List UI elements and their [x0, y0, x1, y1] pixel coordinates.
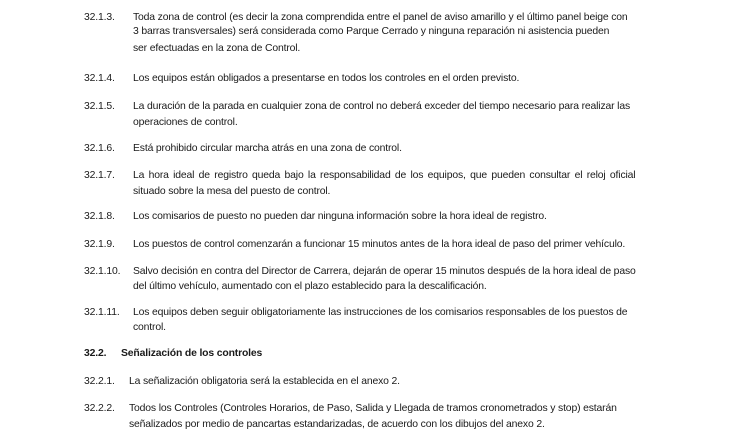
- article-number: 32.1.4.: [84, 73, 115, 84]
- article-text-line: Toda zona de control (es decir la zona comprendida entre el panel de aviso amarillo y el último panel beige con: [133, 12, 628, 23]
- article-text-line: Salvo decisión en contra del Director de Carrera, dejarán de operar 15 minutos después de la hora ideal de paso: [133, 266, 636, 277]
- section-title: Señalización de los controles: [121, 348, 263, 359]
- article-text-line: Los puestos de control comenzarán a funcionar 15 minutos antes de la hora ideal de paso del primer vehículo.: [133, 239, 626, 250]
- article-text-line: situado sobre la mesa del puesto de control.: [133, 186, 331, 197]
- article-number: 32.1.5.: [84, 101, 115, 112]
- article-number: 32.1.9.: [84, 239, 115, 250]
- article-number: 32.1.3.: [84, 12, 115, 23]
- article-text-line: Los comisarios de puesto no pueden dar ninguna información sobre la hora ideal de registro.: [133, 211, 547, 222]
- article-text-line: La duración de la parada en cualquier zona de control no deberá exceder del tiempo necesario para realizar las: [133, 101, 631, 112]
- article-number: 32.2.2.: [84, 403, 115, 414]
- article-number: 32.1.10.: [84, 266, 121, 277]
- article-text-line: señalizados por medio de pancartas estandarizadas, de acuerdo con los dibujos del anexo 2.: [129, 419, 545, 430]
- article-text-line: La señalización obligatoria será la establecida en el anexo 2.: [129, 376, 400, 387]
- article-number: 32.2.1.: [84, 376, 115, 387]
- article-text-line: operaciones de control.: [133, 117, 238, 128]
- article-text-line: La hora ideal de registro queda bajo la responsabilidad de los equipos, que pueden consultar el reloj oficial: [133, 170, 636, 181]
- article-text-line: Los equipos están obligados a presentarse en todos los controles en el orden previsto.: [133, 73, 520, 84]
- article-text-line: Todos los Controles (Controles Horarios, de Paso, Salida y Llegada de tramos cronometrados y stop) estarán: [129, 403, 617, 414]
- article-number: 32.1.8.: [84, 211, 115, 222]
- article-number: 32.1.7.: [84, 170, 115, 181]
- article-text-line: control.: [133, 322, 166, 333]
- article-text-line: Los equipos deben seguir obligatoriamente las instrucciones de los comisarios responsables de los puestos de: [133, 307, 628, 318]
- article-text-line: 3 barras transversales) será considerada como Parque Cerrado y ninguna reparación ni asistencia pueden: [133, 26, 610, 37]
- article-text-line: Está prohibido circular marcha atrás en una zona de control.: [133, 143, 402, 154]
- article-text-line: del último vehículo, aumentado con el plazo establecido para la descalificación.: [133, 281, 487, 292]
- section-number: 32.2.: [84, 348, 107, 359]
- article-number: 32.1.11.: [84, 307, 120, 318]
- article-text-line: ser efectuadas en la zona de Control.: [133, 43, 301, 54]
- article-number: 32.1.6.: [84, 143, 115, 154]
